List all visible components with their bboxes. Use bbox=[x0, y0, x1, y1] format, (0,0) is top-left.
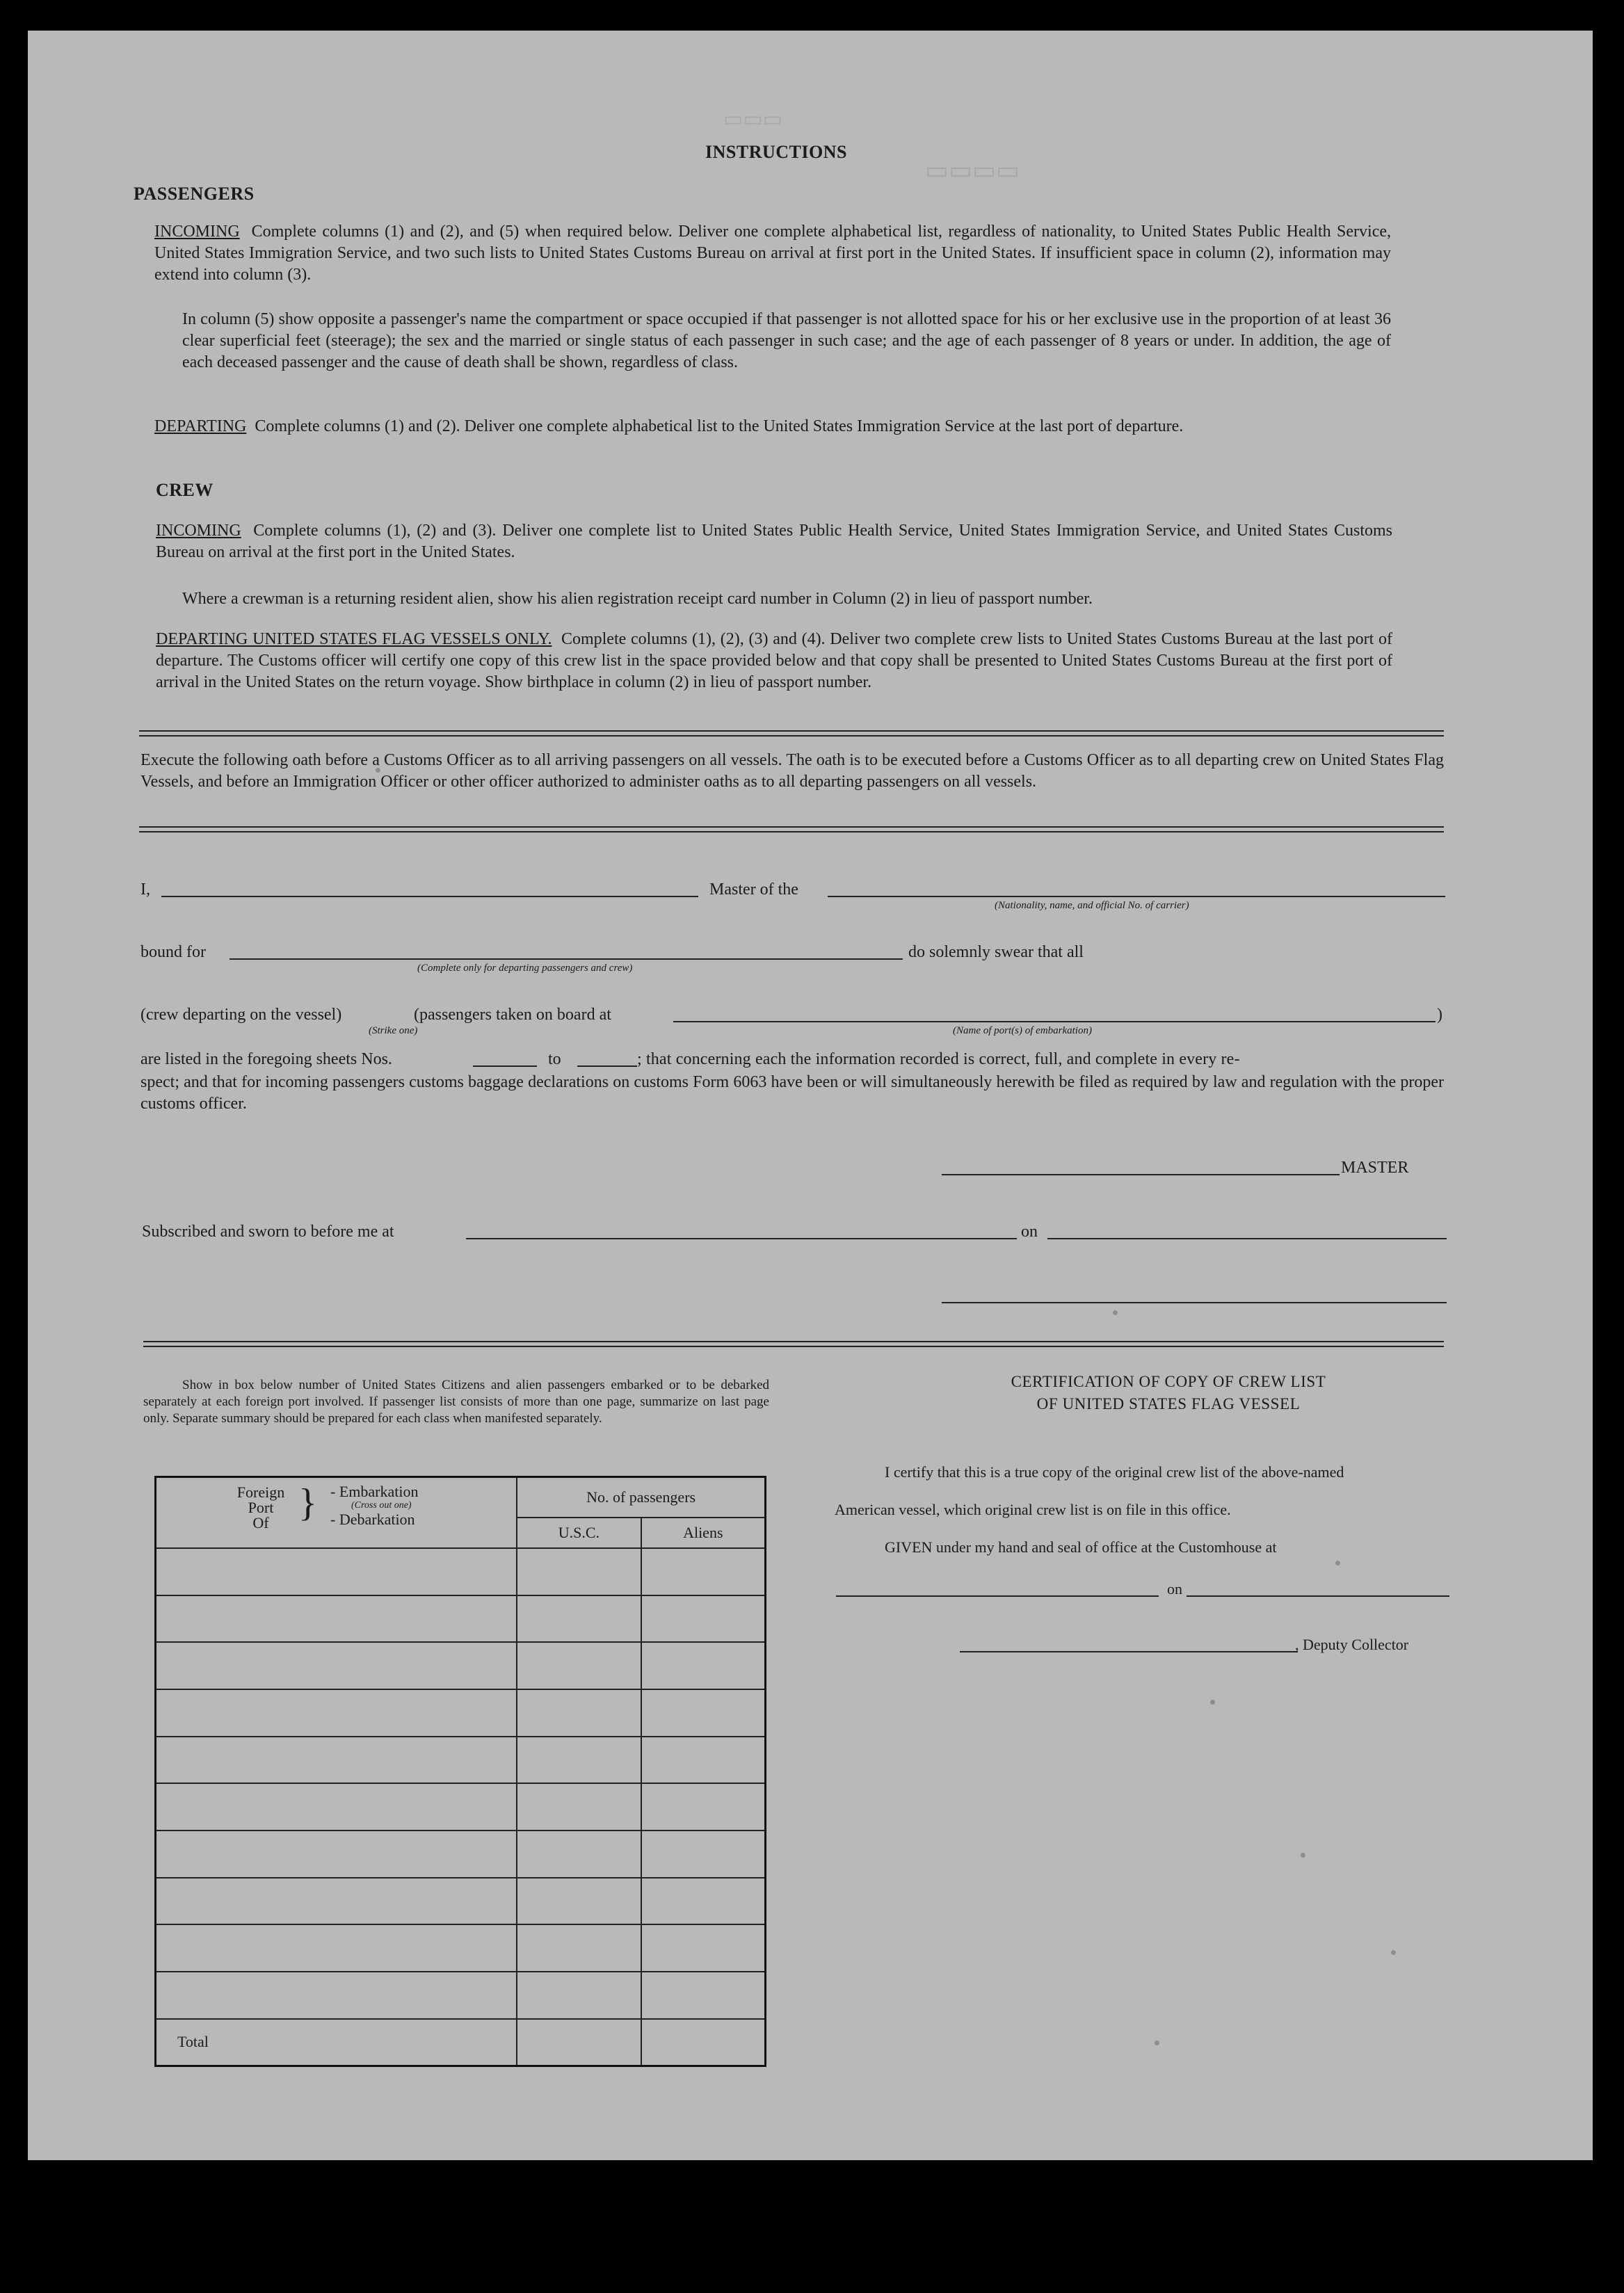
brace-icon: } bbox=[298, 1481, 317, 1524]
bleed-through-mark: ▭▭▭▭ bbox=[925, 156, 1020, 184]
swear-text: do solemnly swear that all bbox=[908, 943, 1084, 961]
usc-total-cell[interactable] bbox=[517, 2019, 641, 2066]
certification-title-1: CERTIFICATION OF COPY OF CREW LIST bbox=[1011, 1373, 1326, 1390]
master-of-the-label: Master of the bbox=[709, 880, 798, 899]
certify-text-1: I certify that this is a true copy of the original crew list of the above-named bbox=[885, 1463, 1344, 1481]
port-cell[interactable] bbox=[156, 1878, 517, 1925]
bound-for-note: (Complete only for departing passengers and crew) bbox=[417, 963, 633, 974]
aliens-cell[interactable] bbox=[641, 1831, 766, 1878]
passengers-incoming-paragraph bbox=[154, 221, 1391, 286]
departing-label: DEPARTING bbox=[154, 417, 247, 435]
no-of-passengers-header: No. of passengers bbox=[517, 1477, 765, 1518]
passenger-summary-table bbox=[154, 1476, 766, 2067]
port-cell[interactable] bbox=[156, 1972, 517, 2019]
certification-title-2: OF UNITED STATES FLAG VESSEL bbox=[1036, 1395, 1301, 1413]
listed-text-c: spect; and that for incoming passengers customs baggage declarations on customs Form 6063 have been or will simultaneously herewith be filed as required by law and regulation with the proper customs officer. bbox=[140, 1073, 1444, 1113]
carrier-field[interactable] bbox=[828, 896, 1445, 897]
usc-cell[interactable] bbox=[517, 1737, 641, 1784]
passengers-heading: PASSENGERS bbox=[134, 184, 255, 204]
certification-date-field[interactable] bbox=[1187, 1595, 1449, 1597]
resident-alien-paragraph: Where a crewman is a returning resident alien, show his alien registration receipt card number in Column (2) in lieu of passport number. bbox=[182, 590, 1093, 608]
crew-incoming-label: INCOMING bbox=[156, 522, 241, 540]
section-divider bbox=[143, 1341, 1444, 1347]
speck bbox=[1335, 1561, 1340, 1566]
aliens-cell[interactable] bbox=[641, 1642, 766, 1689]
customhouse-field[interactable] bbox=[836, 1595, 1159, 1597]
crew-departing-paragraph bbox=[156, 629, 1392, 693]
crew-heading: CREW bbox=[156, 480, 214, 500]
speck bbox=[1155, 2041, 1159, 2045]
debarkation-label[interactable]: - Debarkation bbox=[330, 1511, 415, 1528]
certification-on-label: on bbox=[1167, 1580, 1182, 1598]
column5-paragraph: In column (5) show opposite a passenger's name the compartment or space occupied if that passenger is not allotted space for his or her exclusive use in the proportion of at least 36 clear superficial feet (steerage); the sex and the married or single status of each passenger in such case; and the age of each passenger of 8 years or under. In addition, the age of each deceased passenger and the cause of death shall be shown, regardless of class. bbox=[182, 310, 1391, 371]
sworn-on-label: on bbox=[1021, 1223, 1038, 1241]
passengers-departing-paragraph bbox=[154, 416, 1391, 437]
crew-incoming-text: Complete columns (1), (2) and (3). Deliver one complete list to United States Public Health Service, United States Immigration Service, and United States Customs Bureau on arrival at the first port in the United States. bbox=[156, 522, 1392, 561]
bound-for-field[interactable] bbox=[230, 958, 903, 960]
master-label: MASTER bbox=[1341, 1159, 1409, 1177]
oath-intro: Execute the following oath before a Customs Officer as to all arriving passengers on all vessels. The oath is to be executed before a Customs Officer as to all departing crew on United States Flag Vessels, and before an Immigration Officer or other officer authorized to administer oaths as to all departing passengers on all vessels. bbox=[140, 751, 1444, 791]
of-label: Of bbox=[252, 1514, 269, 1531]
master-signature-field[interactable] bbox=[942, 1174, 1340, 1175]
aliens-cell[interactable] bbox=[641, 1737, 766, 1784]
usc-cell[interactable] bbox=[517, 1783, 641, 1831]
speck bbox=[1301, 1853, 1305, 1858]
port-cell[interactable] bbox=[156, 1642, 517, 1689]
foreign-label: Foreign bbox=[236, 1483, 285, 1501]
port-label: Port bbox=[248, 1499, 274, 1516]
aliens-total-cell[interactable] bbox=[641, 2019, 766, 2066]
usc-cell[interactable] bbox=[517, 1878, 641, 1925]
sheet-from-field[interactable] bbox=[473, 1065, 537, 1067]
aliens-cell[interactable] bbox=[641, 1878, 766, 1925]
sheet-to-field[interactable] bbox=[577, 1065, 637, 1067]
summary-intro: Show in box below number of United States Citizens and alien passengers embarked or to be debarked separately at each foreign port involved. If passenger list consists of more than one page, summarize on last page only. Separate summary should be prepared for each class when manifested separately. bbox=[143, 1378, 769, 1426]
aliens-cell[interactable] bbox=[641, 1548, 766, 1595]
speck bbox=[1113, 1310, 1118, 1315]
port-cell[interactable] bbox=[156, 1783, 517, 1831]
usc-cell[interactable] bbox=[517, 1595, 641, 1643]
sworn-place-field[interactable] bbox=[466, 1238, 1017, 1239]
foreign-port-header bbox=[156, 1477, 517, 1549]
sworn-date-field[interactable] bbox=[1047, 1238, 1447, 1239]
aliens-cell[interactable] bbox=[641, 1783, 766, 1831]
port-cell[interactable] bbox=[156, 1737, 517, 1784]
certify-text-2: American vessel, which original crew list is on file in this office. bbox=[835, 1501, 1231, 1518]
crew-incoming-paragraph bbox=[156, 520, 1392, 563]
listed-to: to bbox=[548, 1050, 561, 1068]
section-divider bbox=[139, 730, 1444, 737]
usc-header: U.S.C. bbox=[517, 1518, 641, 1548]
subscribed-label: Subscribed and sworn to before me at bbox=[142, 1223, 394, 1241]
strike-one-note: (Strike one) bbox=[369, 1025, 418, 1036]
aliens-cell[interactable] bbox=[641, 1595, 766, 1643]
ports-note: (Name of port(s) of embarkation) bbox=[953, 1025, 1092, 1036]
bound-for-label: bound for bbox=[140, 943, 206, 961]
usc-cell[interactable] bbox=[517, 1924, 641, 1972]
port-cell[interactable] bbox=[156, 1548, 517, 1595]
speck bbox=[1391, 1950, 1396, 1955]
listed-text-b: ; that concerning each the information recorded is correct, full, and complete in every re- bbox=[637, 1050, 1240, 1068]
carrier-note: (Nationality, name, and official No. of carrier) bbox=[995, 900, 1189, 911]
passengers-taken-option[interactable]: (passengers taken on board at bbox=[414, 1006, 611, 1024]
oath-i: I, bbox=[140, 880, 150, 899]
master-name-field[interactable] bbox=[161, 896, 698, 897]
cross-out-note: (Cross out one) bbox=[351, 1500, 412, 1511]
speck bbox=[1210, 1700, 1215, 1705]
close-paren: ) bbox=[1437, 1006, 1442, 1024]
port-cell[interactable] bbox=[156, 1689, 517, 1737]
incoming-text: Complete columns (1) and (2), and (5) when required below. Deliver one complete alphabetical list, regardless of nationality, to United States Public Health Service, United States Immigration Service, and two such lists to United States Customs Bureau on arrival at first port in the United States. If insufficient space in column (2), information may extend into column (3). bbox=[154, 223, 1392, 284]
usc-cell[interactable] bbox=[517, 1642, 641, 1689]
aliens-header: Aliens bbox=[641, 1518, 766, 1548]
departing-text: Complete columns (1) and (2). Deliver one complete alphabetical list to the United States Immigration Service at the last port of departure. bbox=[255, 417, 1184, 435]
page-title: INSTRUCTIONS bbox=[705, 142, 847, 162]
aliens-cell[interactable] bbox=[641, 1972, 766, 2019]
port-cell[interactable] bbox=[156, 1924, 517, 1972]
aliens-cell[interactable] bbox=[641, 1924, 766, 1972]
port-cell[interactable] bbox=[156, 1831, 517, 1878]
crew-departing-option[interactable]: (crew departing on the vessel) bbox=[140, 1006, 342, 1024]
usc-cell[interactable] bbox=[517, 1548, 641, 1595]
section-divider bbox=[139, 826, 1444, 832]
given-text: GIVEN under my hand and seal of office at the Customhouse at bbox=[885, 1538, 1277, 1556]
listed-text-a: are listed in the foregoing sheets Nos. bbox=[140, 1050, 392, 1068]
aliens-cell[interactable] bbox=[641, 1689, 766, 1737]
crew-departing-label: DEPARTING UNITED STATES FLAG VESSELS ONLY. bbox=[156, 630, 552, 648]
usc-cell[interactable] bbox=[517, 1972, 641, 2019]
usc-cell[interactable] bbox=[517, 1689, 641, 1737]
port-cell[interactable] bbox=[156, 1595, 517, 1643]
deputy-signature-field[interactable] bbox=[960, 1651, 1298, 1652]
deputy-collector-label: , Deputy Collector bbox=[1295, 1636, 1409, 1653]
crew-departing-text: Complete columns (1), (2), (3) and (4). Deliver two complete crew lists to United States Customs Bureau at the last port of departure. The Customs officer will certify one copy of this crew list in the space provided below and that copy shall be presented to United States Customs Bureau at the first port of arrival in the United States on the return voyage. Show birthplace in column (2) in lieu of passport number. bbox=[156, 630, 1392, 691]
incoming-label: INCOMING bbox=[154, 223, 240, 241]
embarkation-ports-field[interactable] bbox=[673, 1021, 1436, 1022]
embarkation-label[interactable]: - Embarkation bbox=[330, 1483, 419, 1500]
usc-cell[interactable] bbox=[517, 1831, 641, 1878]
total-label: Total bbox=[156, 2019, 517, 2066]
officer-signature-field[interactable] bbox=[942, 1302, 1447, 1303]
bleed-through-mark: ▭▭▭ bbox=[723, 108, 783, 131]
document-page bbox=[28, 31, 1593, 2160]
